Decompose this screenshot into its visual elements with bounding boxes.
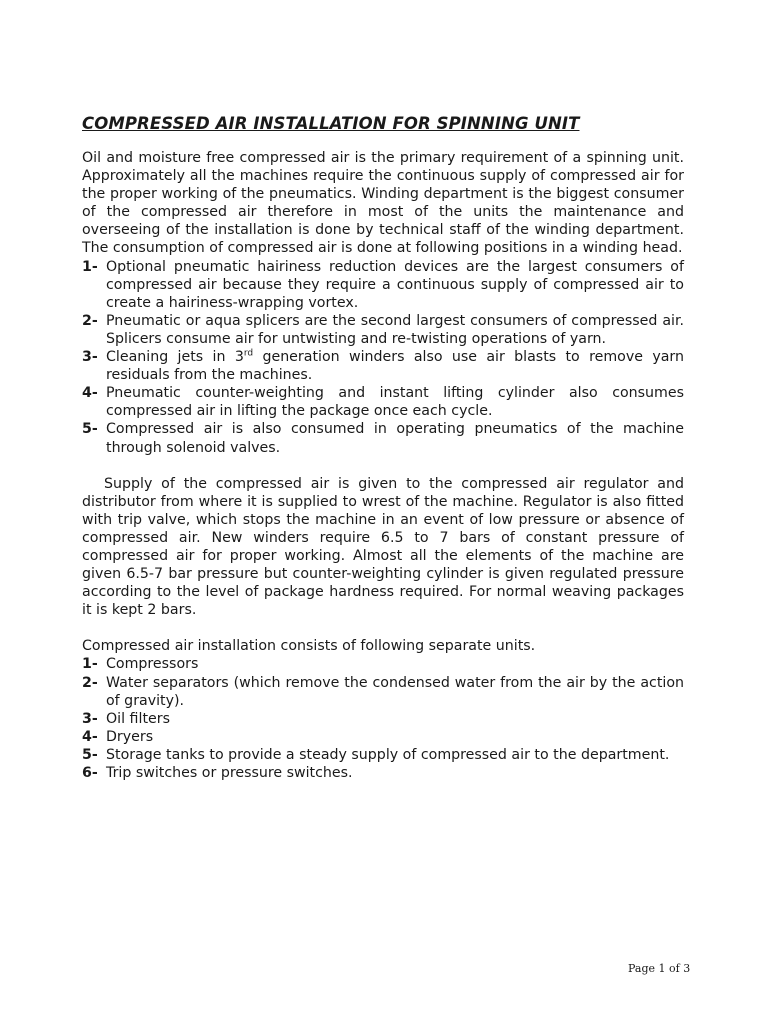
document-title: COMPRESSED AIR INSTALLATION FOR SPINNING UNIT	[82, 114, 580, 133]
list-item	[82, 674, 684, 710]
list-text: Pneumatic or aqua splicers are the second largest consumers of compressed air. Splicers consume air for untwisting and re-twisting operations of yarn.	[106, 312, 684, 347]
page-number: Page 1 of 3	[628, 962, 691, 975]
list-number: 5-	[82, 746, 98, 763]
list-text: Compressed air is also consumed in operating pneumatics of the machine through solenoid valves.	[106, 421, 684, 456]
list-item	[82, 710, 684, 728]
consumer-list	[82, 258, 684, 457]
list-number: 1-	[82, 258, 98, 275]
list-number: 3-	[82, 710, 98, 727]
list-number: 4-	[82, 385, 98, 402]
document-body	[82, 114, 684, 782]
list-number: 5-	[82, 421, 98, 438]
list-item	[82, 384, 684, 420]
list-text: Dryers	[106, 728, 154, 745]
intro-paragraph: Oil and moisture free compressed air is the primary requirement of a spinning unit. Approximately all the machines require the continuous supply of compressed air for the proper working of the pneumatics. Winding department is the biggest consumer of the compressed air therefore in most of the units the maintenance and overseeing of the installation is done by technical staff of the winding department. The consumption of compressed air is done at following positions in a winding head.	[82, 150, 684, 257]
list-item	[82, 420, 684, 456]
units-intro: Compressed air installation consists of following separate units.	[82, 638, 536, 655]
list-item	[82, 764, 684, 782]
list-number: 6-	[82, 765, 98, 781]
list-item	[82, 746, 684, 764]
list-text: Water separators (which remove the condensed water from the air by the action of gravity).	[106, 674, 684, 709]
list-item	[82, 655, 684, 673]
list-item	[82, 258, 684, 312]
list-number: 3-	[82, 349, 98, 366]
list-text: Oil filters	[106, 710, 170, 727]
paragraph-spacer	[82, 619, 684, 637]
units-list	[82, 655, 684, 782]
list-item	[82, 348, 684, 384]
list-number: 4-	[82, 728, 98, 745]
list-text: Compressors	[106, 656, 199, 673]
list-text-pre: Cleaning jets in 3	[106, 349, 244, 366]
list-text: Optional pneumatic hairiness reduction devices are the largest consumers of compressed air because they require a continuous supply of compressed air to create a hairiness-wrapping vortex.	[106, 258, 684, 311]
list-item	[82, 312, 684, 348]
list-number: 2-	[82, 674, 98, 691]
list-text: Pneumatic counter-weighting and instant lifting cylinder also consumes compressed air in lifting the package once each cycle.	[106, 385, 684, 420]
ordinal-superscript: rd	[243, 348, 254, 359]
list-text-post: generation winders also use air blasts to remove yarn residuals from the machines.	[106, 349, 684, 384]
list-number: 2-	[82, 312, 98, 329]
paragraph-spacer	[82, 457, 684, 475]
supply-paragraph: Supply of the compressed air is given to the compressed air regulator and distributor from where it is supplied to wrest of the machine. Regulator is also fitted with trip valve, which stops the machine in an event of low pressure or absence of compressed air. New winders require 6.5 to 7 bars of constant pressure of compressed air for proper working. Almost all the elements of the machine are given 6.5-7 bar pressure but counter-weighting cylinder is given regulated pressure according to the level of package hardness required. For normal weaving packages it is kept 2 bars.	[82, 475, 684, 619]
list-text: Storage tanks to provide a steady supply of compressed air to the department.	[106, 746, 670, 763]
list-number: 1-	[82, 656, 98, 673]
list-text: Trip switches or pressure switches.	[106, 765, 353, 781]
list-item	[82, 728, 684, 746]
